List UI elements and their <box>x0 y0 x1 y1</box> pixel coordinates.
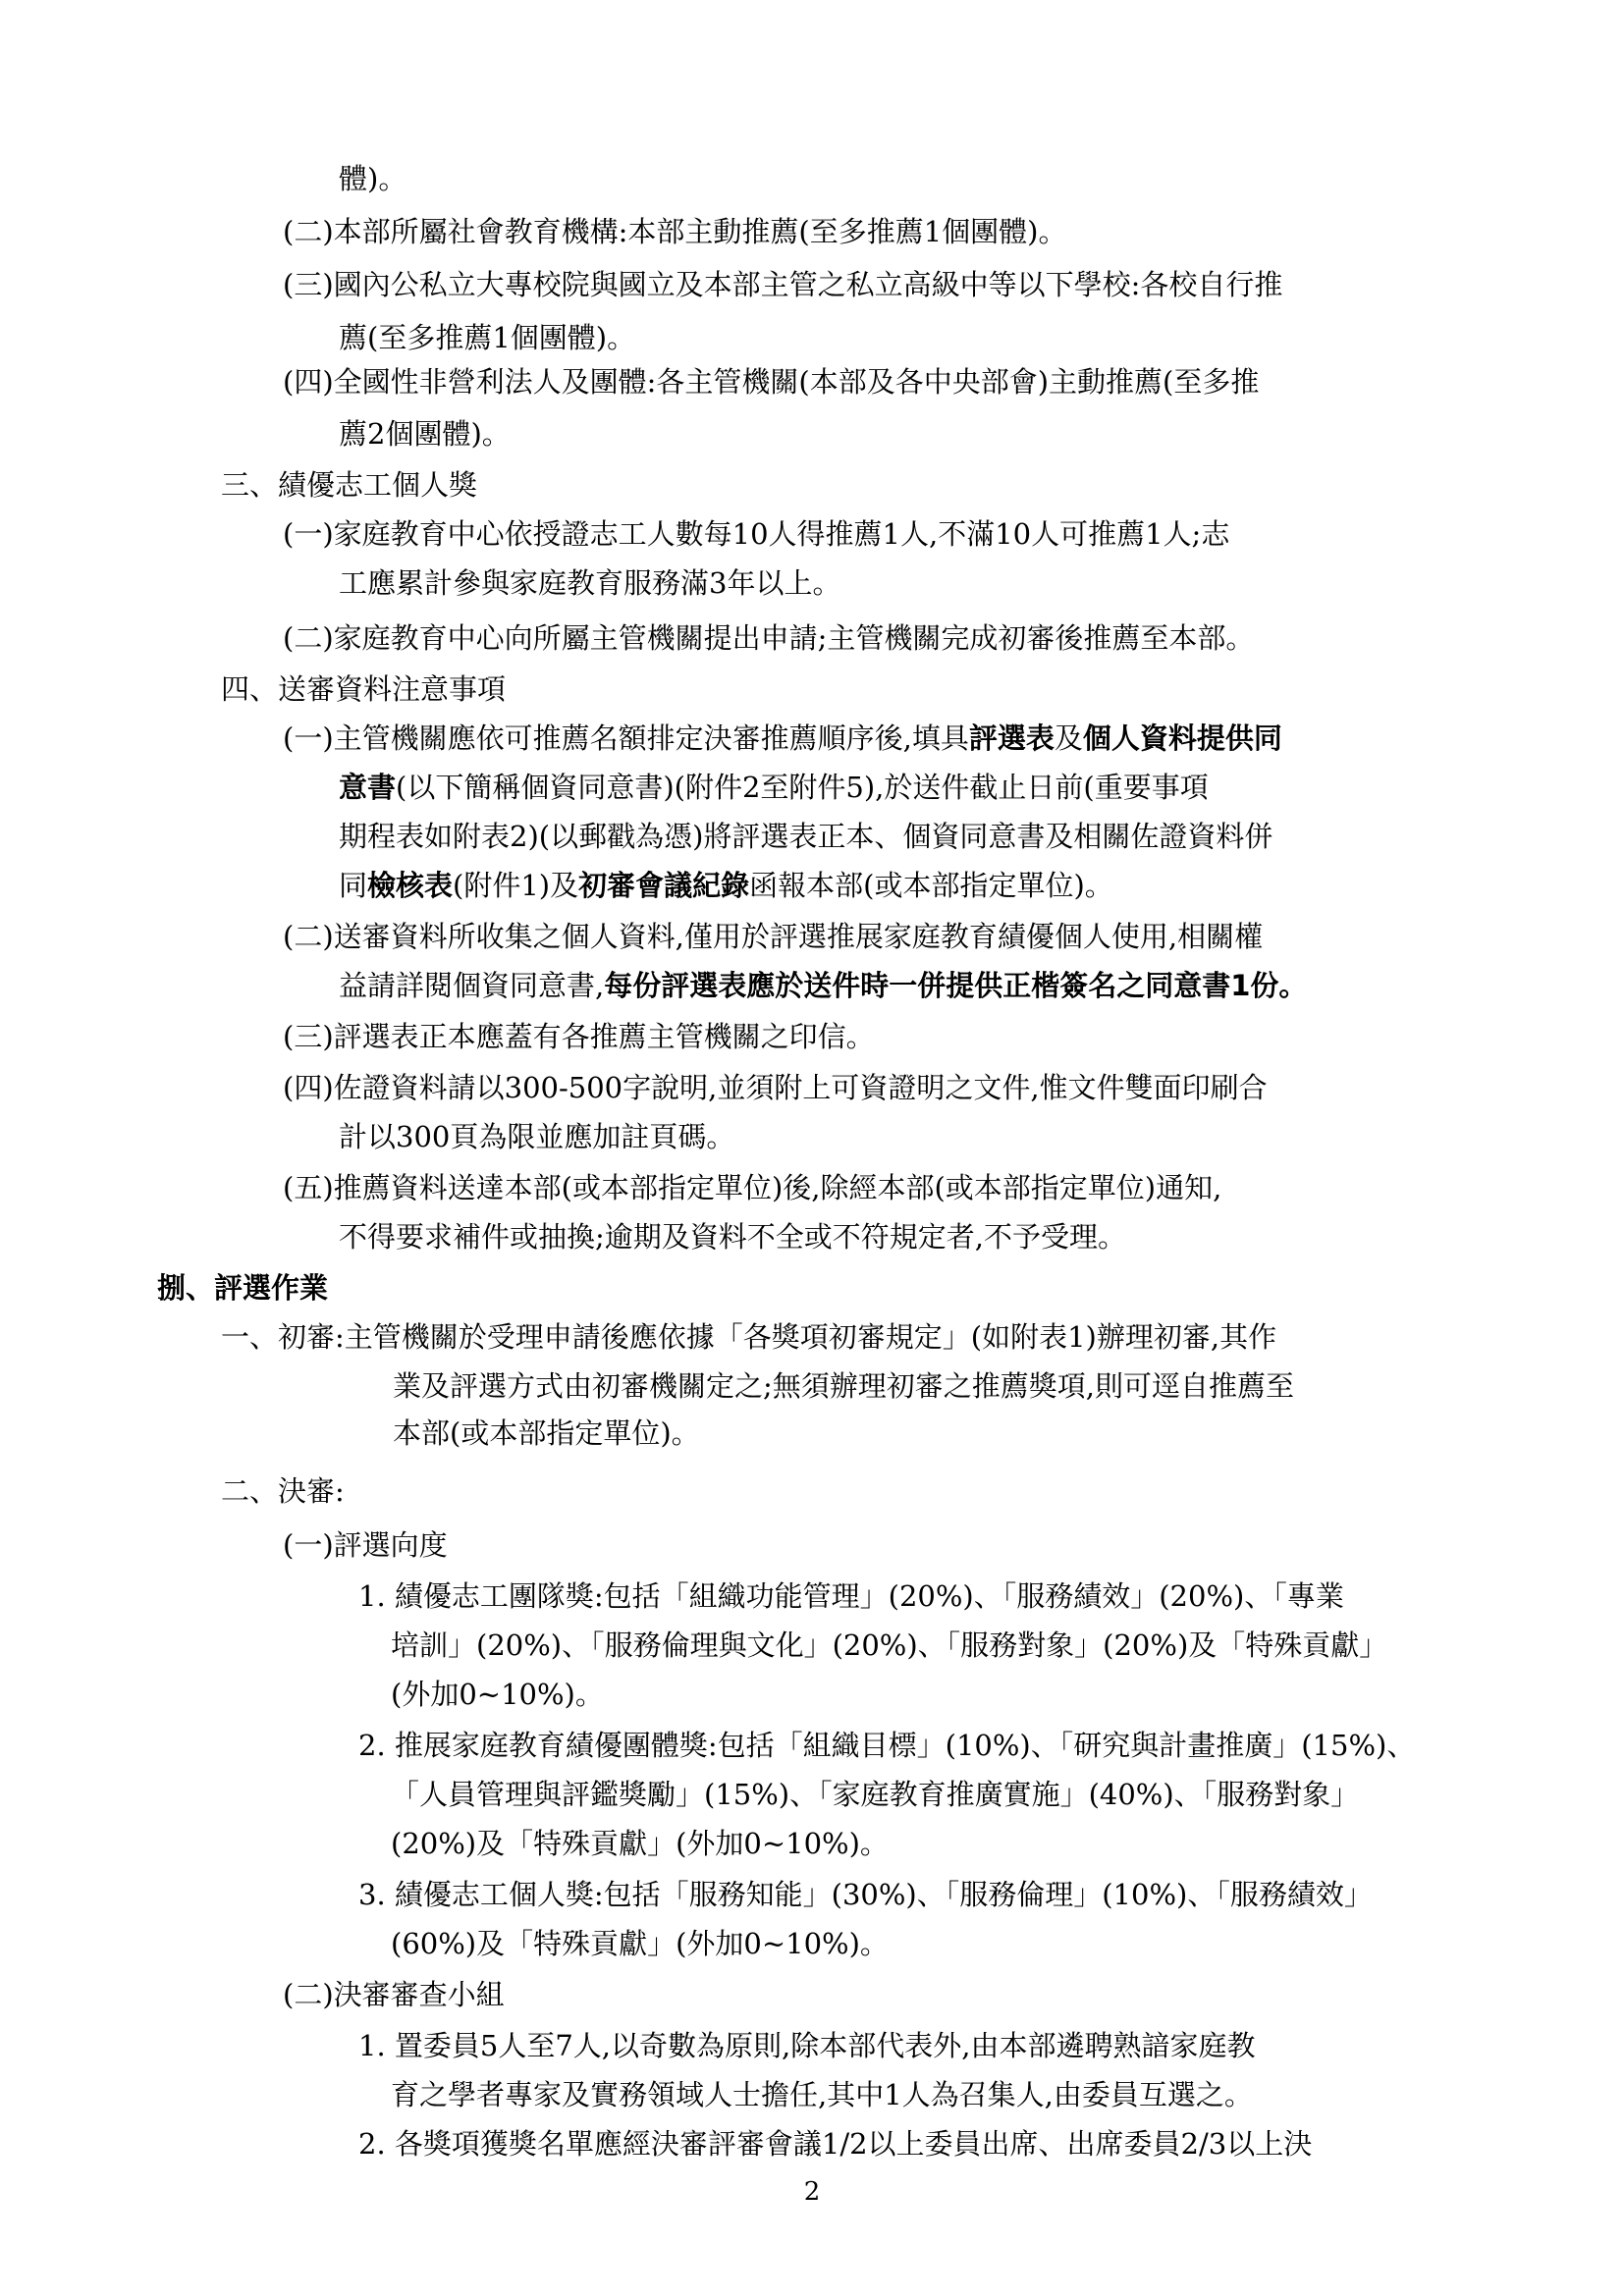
text-line: (60%)及「特殊貢獻」(外加0~10%)。 <box>391 1927 889 1960</box>
text-line: 一、初審:主管機關於受理申請後應依據「各獎項初審規定」(如附表1)辦理初審,其作 <box>221 1320 1277 1354</box>
text-line: 2. 推展家庭教育績優團體獎:包括「組織目標」(10%)、「研究與計畫推廣」(15%)、 <box>358 1729 1416 1762</box>
text-line: (20%)及「特殊貢獻」(外加0~10%)。 <box>391 1827 889 1860</box>
text-line <box>339 969 1308 1002</box>
text-line: 培訓」(20%)、「服務倫理與文化」(20%)、「服務對象」(20%)及「特殊貢獻」 <box>391 1629 1388 1662</box>
bold-term: 初審會議紀錄 <box>578 869 750 902</box>
text-line: (二)送審資料所收集之個人資料,僅用於評選推展家庭教育績優個人使用,相關權 <box>283 920 1264 953</box>
page-number: 2 <box>803 2177 821 2207</box>
text-line: 1. 績優志工團隊獎:包括「組織功能管理」(20%)、「服務績效」(20%)、「專業 <box>358 1579 1344 1613</box>
text-line: 期程表如附表2)(以郵戳為憑)將評選表正本、個資同意書及相關佐證資料併 <box>339 820 1273 853</box>
text-line: 3. 績優志工個人獎:包括「服務知能」(30%)、「服務倫理」(10%)、「服務績效」 <box>358 1878 1373 1911</box>
text-line: (四)佐證資料請以300-500字說明,並須附上可資證明之文件,惟文件雙面印刷合 <box>283 1071 1268 1104</box>
text-run: 及 <box>1054 721 1083 755</box>
text-run: (一)主管機關應依可推薦名額排定決審推薦順序後,填具 <box>283 721 969 755</box>
text-line: 體)。 <box>339 162 407 195</box>
text-line: 工應累計參與家庭教育服務滿3年以上。 <box>339 566 841 600</box>
text-line <box>283 721 1282 755</box>
text-line: 計以300頁為限並應加註頁碼。 <box>339 1120 735 1153</box>
text-line: (一)家庭教育中心依授證志工人數每10人得推薦1人,不滿10人可推薦1人;志 <box>283 517 1230 551</box>
text-line: 育之學者專家及實務領域人士擔任,其中1人為召集人,由委員互選之。 <box>391 2078 1253 2111</box>
text-line: (三)國內公私立大專校院與國立及本部主管之私立高級中等以下學校:各校自行推 <box>283 268 1283 301</box>
bold-term: 評選表 <box>968 721 1055 755</box>
text-run: 益請詳閱個資同意書, <box>339 969 605 1002</box>
text-line: 2. 各獎項獲獎名單應經決審評審會議1/2以上委員出席、出席委員2/3以上決 <box>358 2127 1313 2161</box>
bold-term: 檢核表 <box>367 869 454 902</box>
text-line: 「人員管理與評鑑獎勵」(15%)、「家庭教育推廣實施」(40%)、「服務對象」 <box>391 1778 1360 1811</box>
text-line: (四)全國性非營利法人及團體:各主管機關(本部及各中央部會)主動推薦(至多推 <box>283 365 1260 399</box>
text-run: (附件1)及 <box>453 869 579 902</box>
text-run: 函報本部(或本部指定單位)。 <box>749 869 1113 902</box>
text-line: (二)本部所屬社會教育機構:本部主動推薦(至多推薦1個團體)。 <box>283 215 1067 248</box>
text-line: 1. 置委員5人至7人,以奇數為原則,除本部代表外,由本部遴聘熟諳家庭教 <box>358 2029 1256 2062</box>
bold-term: 個人資料提供同 <box>1082 721 1282 755</box>
text-line: 本部(或本部指定單位)。 <box>393 1416 700 1450</box>
text-line: 薦(至多推薦1個團體)。 <box>339 321 636 354</box>
text-line: (一)評選向度 <box>283 1528 448 1562</box>
text-run: 同 <box>339 869 368 902</box>
text-line: (外加0~10%)。 <box>391 1678 604 1711</box>
text-line <box>339 771 1209 804</box>
text-line: (三)評選表正本應蓋有各推薦主管機關之印信。 <box>283 1020 875 1053</box>
text-line: 薦2個團體)。 <box>339 417 511 451</box>
text-line: 不得要求補件或抽換;逾期及資料不全或不符規定者,不予受理。 <box>339 1220 1126 1254</box>
text-line: 業及評選方式由初審機關定之;無須辦理初審之推薦獎項,則可逕自推薦至 <box>393 1369 1294 1403</box>
bold-term: 每份評選表應於送件時一併提供正楷簽名之同意書1份。 <box>604 969 1308 1002</box>
text-line: (二)決審審查小組 <box>283 1978 505 2011</box>
text-line: (二)家庭教育中心向所屬主管機關提出申請;主管機關完成初審後推薦至本部。 <box>283 621 1255 655</box>
bold-term: 意書 <box>339 771 397 804</box>
section-heading: 四、送審資料注意事項 <box>221 672 507 706</box>
text-run: (以下簡稱個資同意書)(附件2至附件5),於送件截止日前(重要事項 <box>396 771 1209 804</box>
section-heading: 二、決審: <box>221 1474 345 1508</box>
text-line: (五)推薦資料送達本部(或本部指定單位)後,除經本部(或本部指定單位)通知, <box>283 1171 1222 1204</box>
chapter-heading: 捌、評選作業 <box>157 1271 329 1305</box>
text-line <box>339 869 1113 902</box>
section-heading: 三、績優志工個人獎 <box>221 468 478 502</box>
